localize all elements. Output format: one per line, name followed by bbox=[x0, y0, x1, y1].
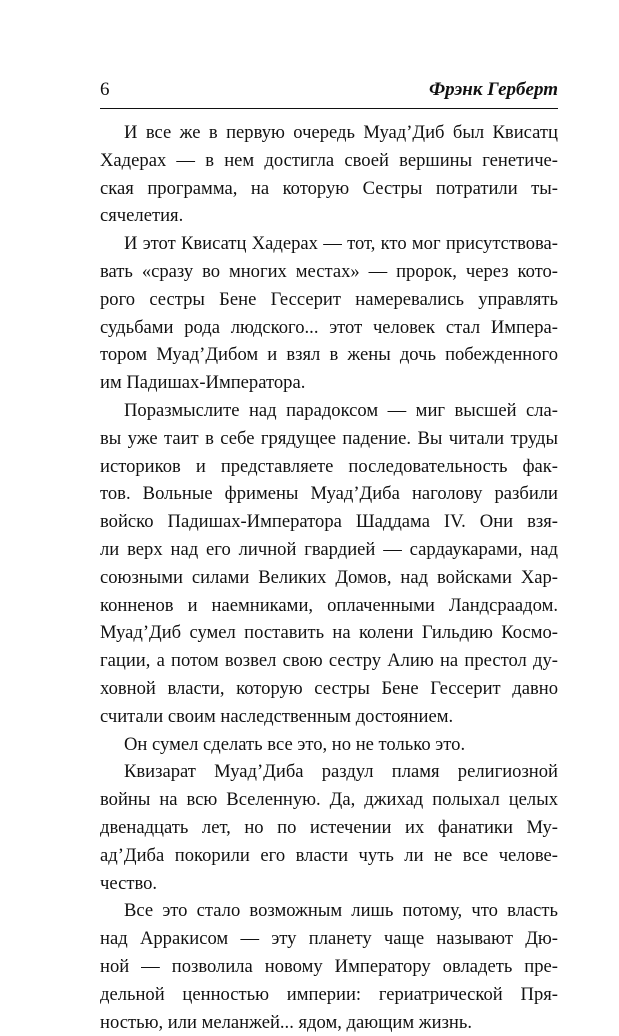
text-line: Квизарат Муад’Диба раздул пламя религиозной bbox=[100, 758, 558, 786]
text-line: рого сестры Бене Гессерит намеревались управлять bbox=[100, 286, 558, 314]
text-line: дельной ценностью империи: гериатрической Пря- bbox=[100, 981, 558, 1009]
text-line: Муад’Диб сумел поставить на колени Гильдию Космо- bbox=[100, 619, 558, 647]
text-line: тов. Вольные фримены Муад’Диба наголову разбили bbox=[100, 480, 558, 508]
paragraph bbox=[100, 731, 558, 759]
text-line: Все это стало возможным лишь потому, что власть bbox=[100, 897, 558, 925]
running-head-author: Фрэнк Герберт bbox=[429, 78, 558, 102]
text-line: ская программа, на которую Сестры потратили ты- bbox=[100, 175, 558, 203]
text-line: вы уже таит в себе грядущее падение. Вы читали труды bbox=[100, 425, 558, 453]
book-page bbox=[100, 78, 558, 1036]
text-line: Хадерах — в нем достигла своей вершины генетиче- bbox=[100, 147, 558, 175]
text-line: над Арракисом — эту планету чаще называют Дю- bbox=[100, 925, 558, 953]
text-line: И все же в первую очередь Муад’Диб был Квисатц bbox=[100, 119, 558, 147]
paragraph bbox=[100, 397, 558, 731]
text-line: сячелетия. bbox=[100, 202, 558, 230]
page-header bbox=[100, 78, 558, 109]
text-line: вать «сразу во многих местах» — пророк, через кото- bbox=[100, 258, 558, 286]
text-line: историков и представляете последовательность фак- bbox=[100, 453, 558, 481]
text-line: им Падишах-Императора. bbox=[100, 369, 558, 397]
text-line: войны на всю Вселенную. Да, джихад полыхал целых bbox=[100, 786, 558, 814]
paragraph bbox=[100, 758, 558, 897]
paragraph bbox=[100, 897, 558, 1036]
text-line: тором Муад’Дибом и взял в жены дочь побежденного bbox=[100, 341, 558, 369]
text-line: Поразмыслите над парадоксом — миг высшей сла- bbox=[100, 397, 558, 425]
text-line: Он сумел сделать все это, но не только это. bbox=[100, 731, 558, 759]
text-line: ховной власти, которую сестры Бене Гессерит давно bbox=[100, 675, 558, 703]
body-text bbox=[100, 119, 558, 1036]
text-line: союзными силами Великих Домов, над войсками Хар- bbox=[100, 564, 558, 592]
text-line: И этот Квисатц Хадерах — тот, кто мог присутствова- bbox=[100, 230, 558, 258]
text-line: ад’Диба покорили его власти чуть ли не все челове- bbox=[100, 842, 558, 870]
paragraph bbox=[100, 119, 558, 230]
text-line: считали своим наследственным достоянием. bbox=[100, 703, 558, 731]
paragraph bbox=[100, 230, 558, 397]
text-line: ной — позволила новому Императору овладеть пре- bbox=[100, 953, 558, 981]
text-line: ли верх над его личной гвардией — сардаукарами, над bbox=[100, 536, 558, 564]
text-line: конненов и наемниками, оплаченными Ландсраадом. bbox=[100, 592, 558, 620]
text-line: войско Падишах-Императора Шаддама IV. Они взя- bbox=[100, 508, 558, 536]
page-number: 6 bbox=[100, 78, 110, 102]
text-line: ностью, или меланжей... ядом, дающим жизнь. bbox=[100, 1009, 558, 1036]
text-line: судьбами рода людского... этот человек стал Импера- bbox=[100, 314, 558, 342]
text-line: гации, а потом возвел свою сестру Алию на престол ду- bbox=[100, 647, 558, 675]
text-line: чество. bbox=[100, 870, 558, 898]
text-line: двенадцать лет, но по истечении их фанатики Му- bbox=[100, 814, 558, 842]
